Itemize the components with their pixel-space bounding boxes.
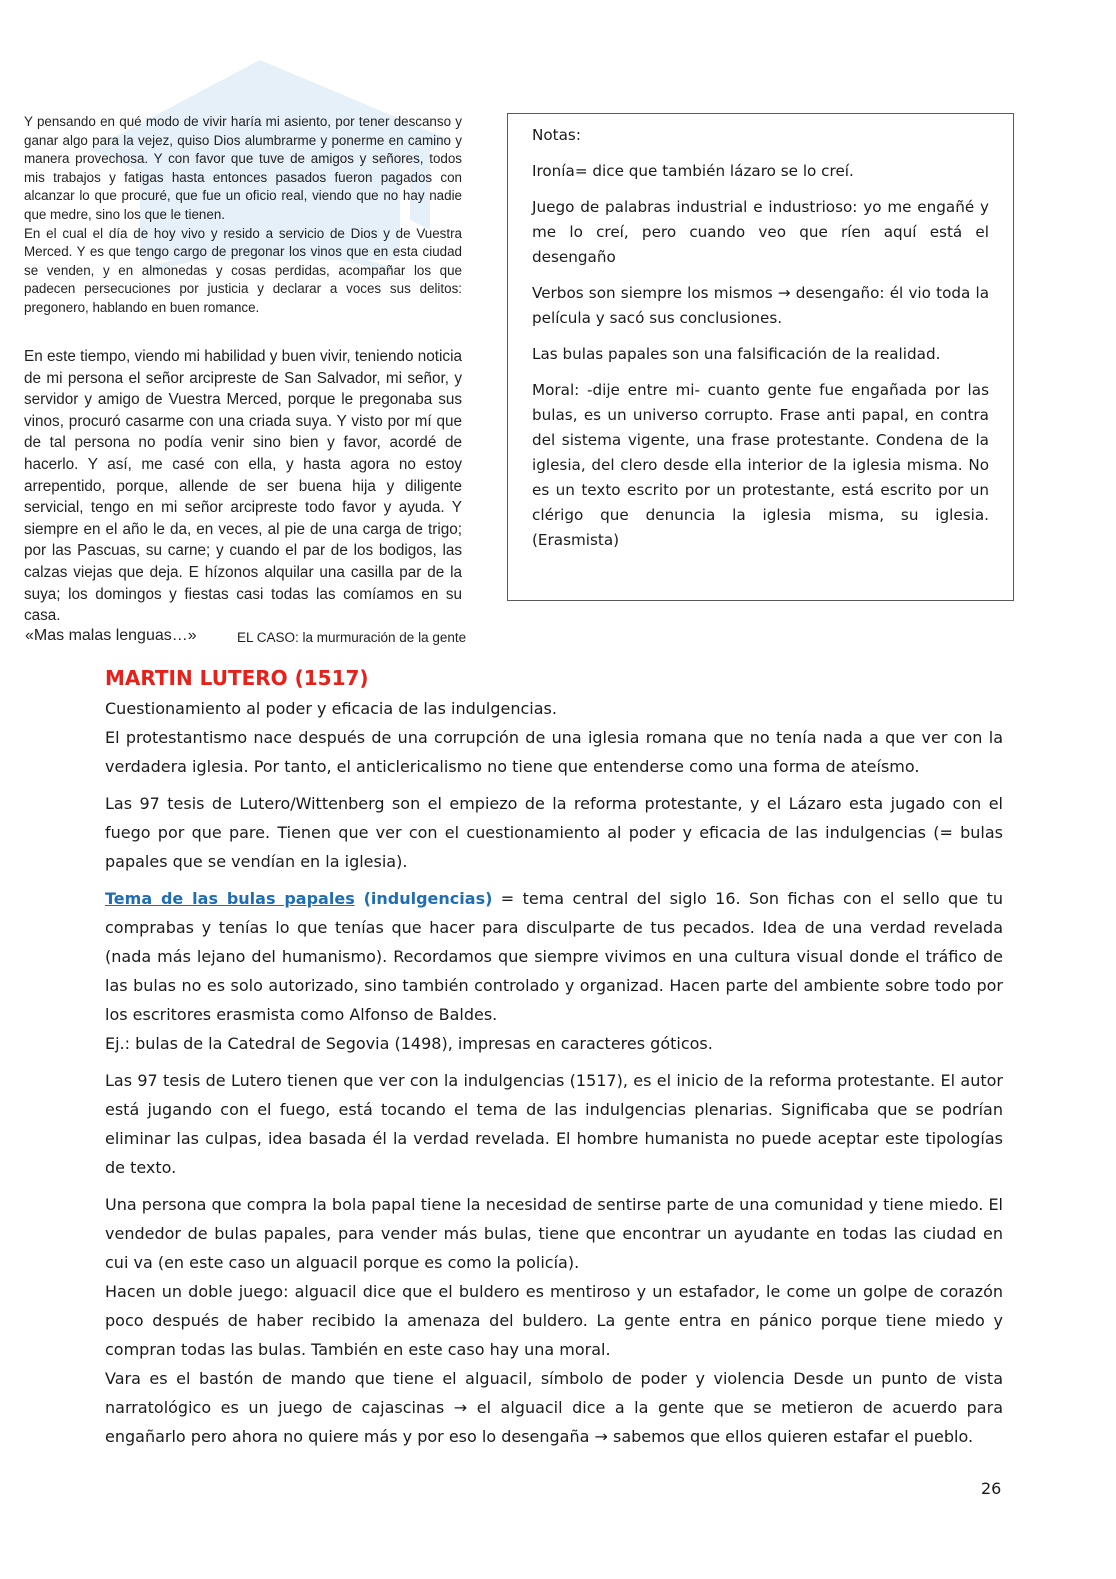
scan-paragraph-3: En este tiempo, viendo mi habilidad y buen vivir, teniendo noticia de mi persona el señor arcipreste de San Salvador, mi señor, y servidor y amigo de Vuestra Merced, porque le pregonaba sus vinos, procuró casarme con una criada suya. Y visto por mí que de tal persona no podía venir sino bien y favor, acordé de hacerlo. Y así, me casé con ella, y hasta agora no estoy arrepentido, porque, allende de ser buena hija y diligente servicial, tengo en mi señor arcipreste todo favor y ayuda. Y siempre en el año le da, en veces, al pie de una carga de trigo; por las Pascuas, su carne; y cuando el par de los bodigos, las calzas viejas que deja. E hízonos alquilar una casilla par de la suya; los domingos y fiestas casi todas las comíamos en su casa. <box>24 348 462 625</box>
scan-paragraph-1: Y pensando en qué modo de vivir haría mi asiento, por tener descanso y ganar algo para la vejez, quiso Dios alumbrarme y ponerme en camino y manera provechosa. Y con favor que tuve de amigos y señores, todos mis trabajos y fatigas hasta entonces pasados fueron pagados con alcanzar lo que procuré, que fue un oficio real, viendo que no hay nadie que medre, sino los que le tienen. <box>24 114 462 222</box>
topic-link[interactable]: Tema de las bulas papales <box>105 889 355 908</box>
topic-paren: (indulgencias) <box>354 889 493 908</box>
note-item: Las bulas papales son una falsificación de la realidad. <box>532 345 941 363</box>
notes-title: Notas: <box>532 126 581 144</box>
note-item: Verbos son siempre los mismos → desengaño: él vio toda la película y sacó sus conclusiones. <box>532 284 989 327</box>
paragraph: Las 97 tesis de Lutero/Wittenberg son el empiezo de la reforma protestante, y el Lázaro esta jugado con el fuego por que pare. Tienen que ver con el cuestionamiento al poder y eficacia de las indulgencias (= bulas papales que se vendían en la iglesia). <box>105 794 1003 871</box>
caption-quote: «Mas malas lenguas…» <box>25 627 197 644</box>
scan-caption <box>25 627 525 645</box>
paragraph: Ej.: bulas de la Catedral de Segovia (1498), impresas en caracteres góticos. <box>105 1034 713 1053</box>
page-number: 26 <box>981 1479 1002 1498</box>
paragraph: Una persona que compra la bola papal tiene la necesidad de sentirse parte de una comunidad y tiene miedo. El vendedor de bulas papales, para vender más bulas, tiene que encontrar un ayudante en todas las ciudad en cui va (en este caso un alguacil porque es como la policía). <box>105 1195 1003 1272</box>
note-item: Ironía= dice que también lázaro se lo creí. <box>532 162 854 180</box>
section-heading: MARTIN LUTERO (1517) <box>105 666 369 690</box>
paragraph: El protestantismo nace después de una corrupción de una iglesia romana que no tenía nada a que ver con la verdadera iglesia. Por tanto, el anticlericalismo no tiene que entenderse como una forma de ateísmo. <box>105 728 1003 776</box>
scanned-excerpt-top <box>24 113 462 318</box>
paragraph-topic <box>105 884 1003 1029</box>
note-item: Juego de palabras industrial e industrioso: yo me engañé y me lo creí, pero cuando veo que ríen aquí está el desengaño <box>532 198 989 266</box>
topic-text: = tema central del siglo 16. Son fichas con el sello que tu comprabas y tenías lo que tenías que hacer para disculparte de tus pecados. Idea de una verdad revelada (nada más lejano del humanismo). Recordamos que siempre vivimos en una cultura visual donde el tráfico de las bulas no es solo autorizado, sino también controlado y organizad. Hacen parte del ambiente sobre todo por los escritores erasmista como Alfonso de Baldes. <box>105 889 1003 1024</box>
paragraph: Hacen un doble juego: alguacil dice que el buldero es mentiroso y un estafador, le come un golpe de corazón poco después de haber recibido la amenaza del buldero. La gente entra en pánico porque tiene miedo y compran todas las bulas. También en este caso hay una moral. <box>105 1282 1003 1359</box>
main-content <box>105 664 1003 1451</box>
notes-box <box>507 113 1014 601</box>
paragraph: Cuestionamiento al poder y eficacia de las indulgencias. <box>105 699 557 718</box>
paragraph: Las 97 tesis de Lutero tienen que ver con la indulgencias (1517), es el inicio de la reforma protestante. El autor está jugando con el fuego, está tocando el tema de las indulgencias plenarias. Significaba que se podrían eliminar las culpas, idea basada él la verdad revelada. El hombre humanista no puede aceptar este tipologías de texto. <box>105 1071 1003 1177</box>
scan-paragraph-2: En el cual el día de hoy vivo y resido a servicio de Dios y de Vuestra Merced. Y es que tengo cargo de pregonar los vinos que en esta ciudad se venden, y en almonedas y cosas perdidas, acompañar los que padecen persecuciones por justicia y declarar a voces sus delitos: pregonero, hablando en buen romance. <box>24 225 462 315</box>
paragraph: Vara es el bastón de mando que tiene el alguacil, símbolo de poder y violencia Desde un punto de vista narratológico es un juego de cajascinas → el alguacil dice a la gente que se metieron de acuerdo para engañarlo pero ahora no quiere más y por eso lo desengaña → sabemos que ellos quieren estafar el pueblo. <box>105 1369 1003 1446</box>
note-item: Moral: -dije entre mi- cuanto gente fue engañada por las bulas, es un universo corrupto. Frase anti papal, en contra del sistema vigente, una frase protestante. Condena de la iglesia, del clero desde ella interior de la iglesia misma. No es un texto escrito por un protestante, está escrito por un clérigo que denuncia la iglesia misma, su iglesia. (Erasmista) <box>532 381 989 549</box>
caption-case: EL CASO: la murmuración de la gente <box>237 630 467 645</box>
